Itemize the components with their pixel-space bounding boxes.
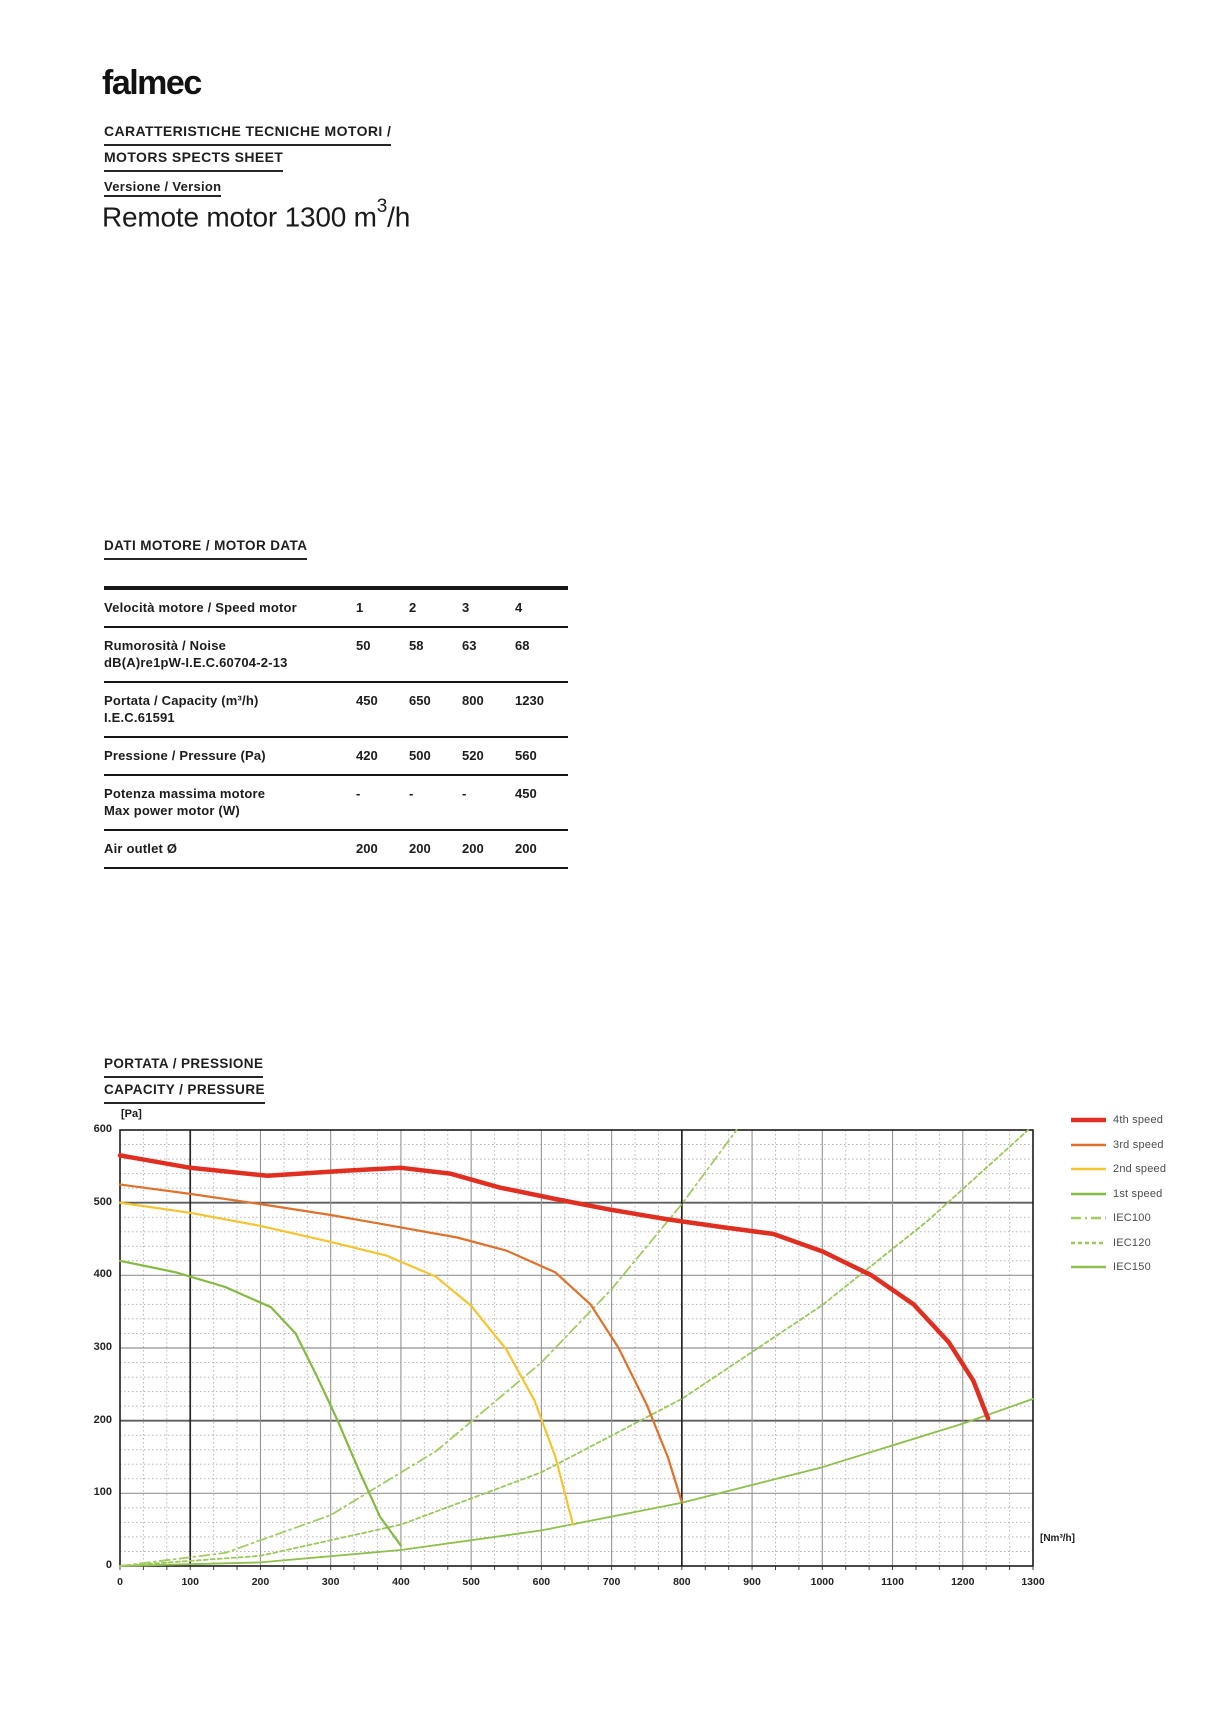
row-value: 68: [515, 638, 530, 653]
legend-item-1st-speed: [1070, 1186, 1166, 1202]
capacity-pressure-heading: PORTATA / PRESSIONE CAPACITY / PRESSURE: [104, 1052, 265, 1104]
y-tick-label: 200: [93, 1413, 112, 1426]
legend-item-3rd-speed: [1070, 1137, 1166, 1153]
x-tick-label: 200: [251, 1576, 270, 1588]
x-tick-label: 0: [117, 1576, 123, 1588]
x-tick-label: 900: [743, 1576, 761, 1588]
row-value: 4: [515, 600, 523, 615]
legend-line-sample: [1070, 1115, 1107, 1125]
legend-label: IEC120: [1113, 1236, 1151, 1249]
legend-label: 3rd speed: [1113, 1138, 1164, 1151]
legend-item-iec150: [1070, 1259, 1166, 1275]
table-row: [104, 775, 568, 830]
row-label: Pressione / Pressure (Pa): [104, 748, 266, 763]
page-title: Remote motor 1300 $m^3/h$: [102, 196, 411, 233]
y-tick-label: 100: [93, 1486, 112, 1499]
x-tick-label: 1100: [881, 1576, 904, 1588]
row-value: 1230: [515, 693, 544, 708]
row-value: 1: [356, 600, 364, 615]
sheet-heading: [104, 120, 391, 172]
x-tick-label: 1200: [951, 1576, 975, 1588]
row-label: Rumorosità / Noise dB(A)re1pW-I.E.C.60704-2-13: [104, 638, 288, 670]
legend-label: IEC100: [1113, 1212, 1151, 1224]
row-value: 2: [409, 600, 417, 615]
x-tick-label: 600: [532, 1576, 551, 1588]
row-label: Velocità motore / Speed motor: [104, 600, 297, 615]
table-row: [104, 682, 568, 737]
legend-line-sample: [1070, 1213, 1107, 1223]
x-tick-label: 1300: [1021, 1576, 1045, 1588]
legend-label: 2nd speed: [1113, 1163, 1167, 1175]
row-value: 58: [409, 638, 424, 653]
legend-line-sample: [1070, 1140, 1107, 1150]
row-value: 650: [409, 693, 431, 708]
legend-line-sample: [1070, 1238, 1107, 1248]
legend-item-iec120: [1070, 1235, 1166, 1251]
y-tick-label: 500: [93, 1195, 112, 1208]
row-value: 450: [515, 786, 537, 801]
sheet-heading-line2: MOTORS SPECTS SHEET: [104, 146, 283, 172]
legend-line-sample: [1070, 1262, 1107, 1272]
row-value: 200: [515, 841, 537, 856]
table-row: [104, 737, 568, 775]
legend-label: 4th speed: [1113, 1114, 1164, 1126]
legend-label: 1st speed: [1113, 1187, 1163, 1200]
row-value: 500: [409, 748, 431, 763]
y-tick-label: 300: [93, 1341, 112, 1353]
legend-label: IEC150: [1113, 1261, 1151, 1273]
series-4th-speed: [120, 1155, 988, 1418]
x-tick-label: 500: [462, 1576, 480, 1588]
row-value: -: [462, 786, 467, 801]
capacity-pressure-chart: [0, 1126, 1214, 1578]
row-value: 450: [356, 693, 378, 708]
row-label: Portata / Capacity (m³/h) I.E.C.61591: [104, 693, 259, 725]
x-tick-label: 800: [673, 1576, 691, 1588]
row-value: 560: [515, 748, 537, 763]
row-value: 50: [356, 638, 371, 653]
x-tick-label: 1000: [810, 1576, 834, 1588]
x-axis-unit-label: [Nm³/h]: [1040, 1533, 1075, 1544]
row-value: -: [409, 786, 414, 801]
row-value: 3: [462, 600, 470, 615]
x-tick-label: 300: [321, 1576, 340, 1588]
legend-line-sample: [1070, 1189, 1107, 1199]
motor-data-table-body: [104, 588, 568, 868]
row-value: -: [356, 786, 361, 801]
row-value: 800: [462, 693, 484, 708]
sheet-heading-line1: CARATTERISTICHE TECNICHE MOTORI /: [104, 120, 391, 146]
table-header-row: [104, 588, 568, 627]
row-label: Air outlet Ø: [104, 841, 178, 856]
chart-legend: [1070, 1112, 1166, 1284]
row-value: 420: [356, 748, 378, 763]
x-tick-label: 100: [181, 1576, 199, 1588]
legend-item-iec100: [1070, 1210, 1166, 1226]
row-value: 200: [356, 841, 378, 856]
version-label: Versione / Version: [104, 179, 221, 197]
x-tick-label: 700: [602, 1576, 621, 1588]
row-value: 200: [462, 841, 484, 856]
row-value: 200: [409, 841, 431, 856]
superscript-3: 3: [376, 196, 388, 217]
motor-data-heading: DATI MOTORE / MOTOR DATA: [104, 534, 307, 560]
table-row: [104, 830, 568, 868]
x-tick-label: 400: [392, 1576, 410, 1588]
y-tick-label: 400: [93, 1268, 112, 1281]
row-value: 520: [462, 748, 484, 763]
table-row: [104, 627, 568, 682]
row-label: Potenza massima motore Max power motor (W): [104, 786, 266, 818]
legend-line-sample: [1070, 1164, 1107, 1174]
falmec-logo: falmec: [102, 64, 201, 102]
motor-data-table: [104, 586, 568, 869]
legend-item-4th-speed: [1070, 1112, 1166, 1128]
row-value: 63: [462, 638, 477, 653]
y-axis-unit-label: [Pa]: [121, 1108, 142, 1120]
y-tick-label: 600: [93, 1123, 112, 1135]
legend-item-2nd-speed: [1070, 1161, 1166, 1177]
y-tick-label: 0: [105, 1559, 112, 1571]
